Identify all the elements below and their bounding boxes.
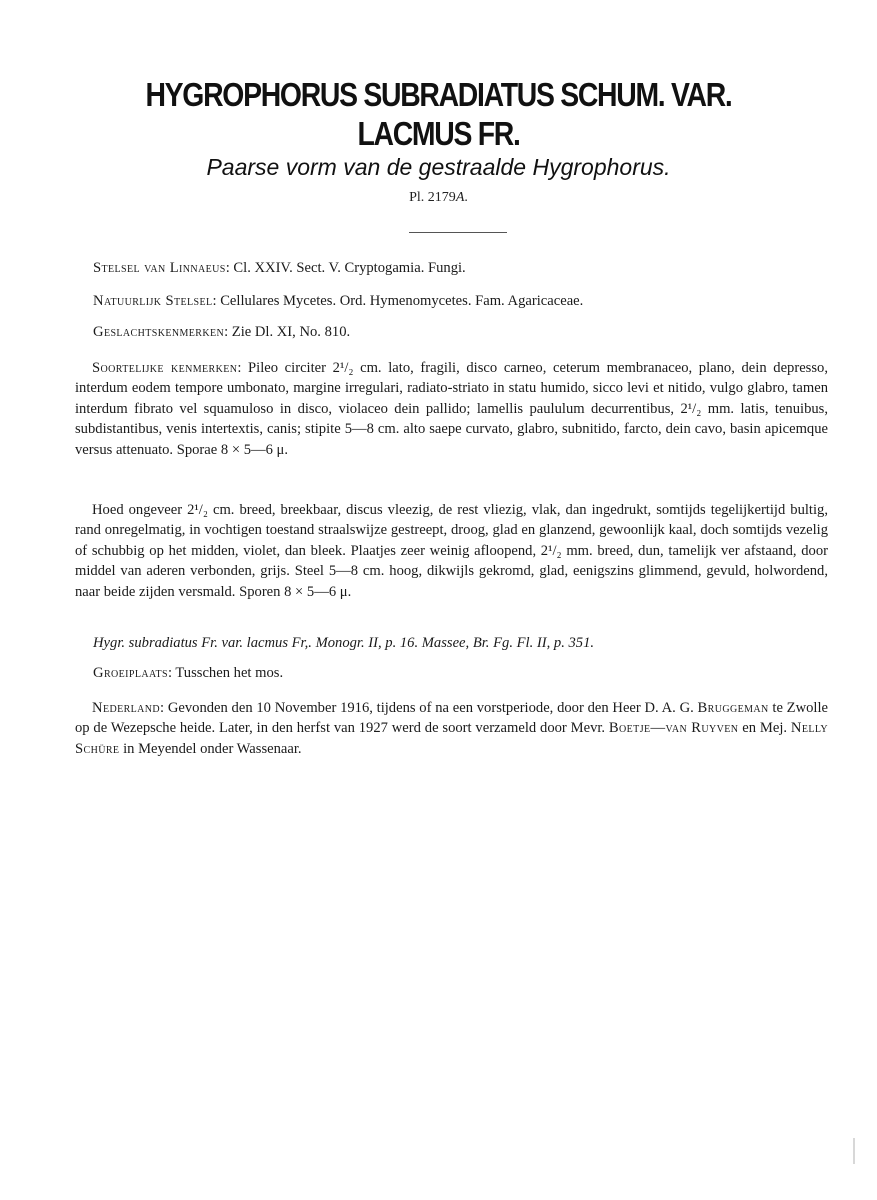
geslachtskenmerken-text: : Zie Dl. XI, No. 810. [224,324,351,340]
nederland-findings [75,698,828,759]
plate-prefix: Pl. 2179 [409,190,456,205]
groeiplaats-text: : Tusschen het mos. [167,665,284,681]
title-line-2: LACMUS FR. [357,115,520,152]
plate-suffix: A [455,190,465,205]
page-mark [853,1138,855,1164]
plate-end: . [464,190,468,205]
nederland-text-c: en Mej. [738,720,791,737]
collector-boetje: Boetje—van Ruyven [608,720,739,737]
groeiplaats [93,666,283,681]
literature-reference: Hygr. subradiatus Fr. var. lacmus Fr,. Monogr. II, p. 16. Massee, Br. Fg. Fl. II, p. 351. [93,635,595,651]
nederland-text-b: te Zwolle op de Wezepsche heide. Later, in den herfst van 1927 werd de soort verzameld door Mevr. [75,700,829,737]
geslachtskenmerken-label: Geslachtskenmerken [93,324,225,340]
soortelijke-text: : Pileo circiter 2¹/₂ cm. lato, fragili, disco carneo, ceterum membranaceo, plano, dein depresso, interdum eodem tempore umbonato, margine irregulari, radiato-striato in statu humido, sicco levi et nitido, vulgo glabro, tamen interdum fibrato vel squamuloso in disco, violaceo dein pallido; lamellis paululum decurrentibus, 2¹/₂ mm. latis, tenuibus, subdistantibus, venis intertextis, canis; stipite 5—8 cm. alto saepe curvato, glabro, subnitido, farcto, dein cavo, basin apicemque versus attenuato. Sporae 8 × 5—6 μ. [75,360,828,458]
soortelijke-label: Soortelijke kenmerken [92,360,238,376]
stelsel-linnaeus-label: Stelsel van Linnaeus [93,260,226,276]
nederland-text-a: : Gevonden den 10 November 1916, tijdens of na een vorstperiode, door den Heer D. A. G. [160,700,698,716]
geslachtskenmerken [93,325,350,340]
nederland-label: Nederland [92,700,161,716]
stelsel-linnaeus-text: : Cl. XXIV. Sect. V. Cryptogamia. Fungi. [225,260,466,276]
nederland-text-d: in Meyendel onder Wassenaar. [119,740,302,757]
soortelijke-kenmerken [75,358,828,460]
collector-bruggeman: Bruggeman [697,700,769,716]
groeiplaats-label: Groeiplaats [93,665,168,681]
stelsel-linnaeus [93,261,466,276]
hoed-description: Hoed ongeveer 2¹/₂ cm. breed, breekbaar, discus vleezig, de rest vliezig, vlak, dan ingedrukt, somtijds tegelijkertijd bultig, rand onregelmatig, in vochtigen toestand straalswijze gestreept, droog, glad en glanzend, gewoonlijk kaal, doch somtijds vezelig of schubbig op het midden, violet, dan bleek. Plaatjes zeer weinig afloopend, 2¹/₂ mm. breed, dun, tamelijk ver afstaand, door middel van aderen verbonden, grijs. Steel 5—8 cm. hoog, dikwijls gekromd, glad, eenigszins glimmend, gevuld, holwordend, naar beide zijden versmald. Sporen 8 × 5—6 μ. [75,502,828,600]
natuurlijk-stelsel-text: : Cellulares Mycetes. Ord. Hymenomycetes. Fam. Agaricaceae. [212,293,584,309]
title-line-1: HYGROPHORUS SUBRADIATUS SCHUM. VAR. [145,76,732,113]
subtitle: Paarse vorm van de gestraalde Hygrophorus. [206,154,671,180]
natuurlijk-stelsel-label: Natuurlijk Stelsel [93,293,213,309]
plate-number [0,191,877,205]
collector-schure: Nelly Schüre [75,720,828,757]
natuurlijk-stelsel [93,294,583,309]
title-divider [409,232,507,233]
